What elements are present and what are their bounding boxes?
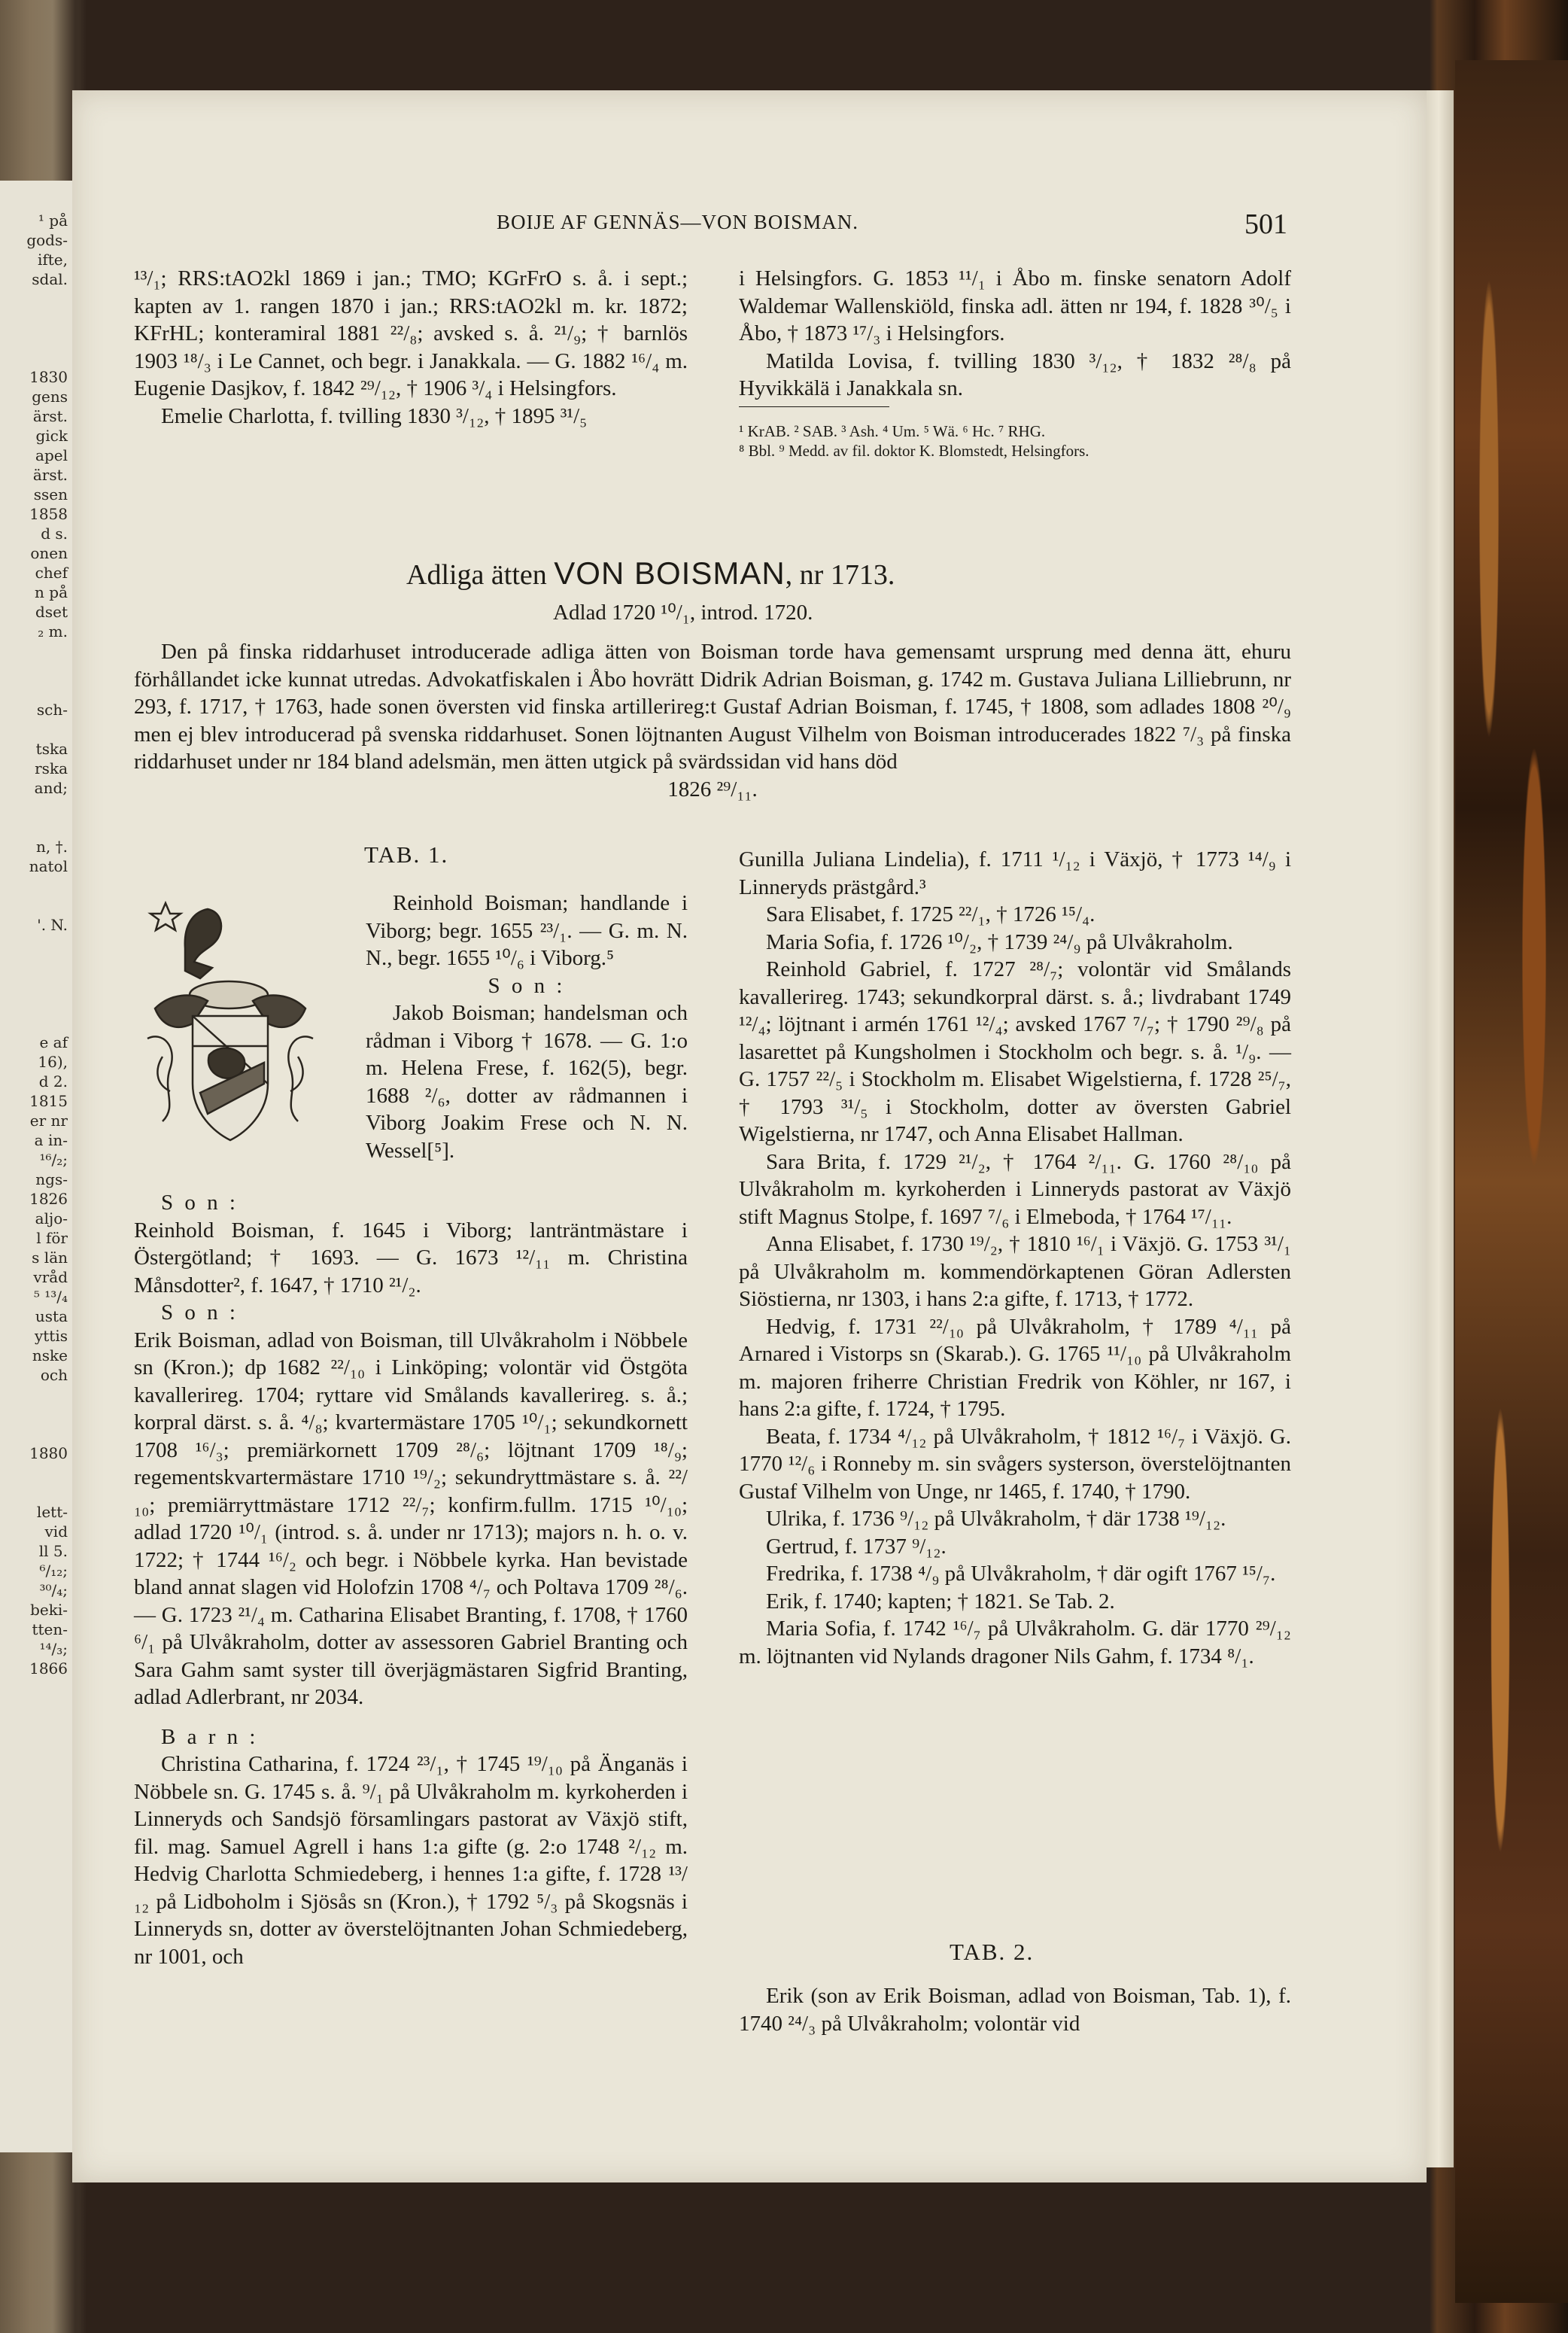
facing-page-fragment: nske — [32, 1346, 68, 1364]
table-heading: TAB. 2. — [950, 1939, 1035, 1965]
facing-page-fragment — [0, 935, 72, 954]
subheading: S o n : — [161, 1191, 239, 1215]
facing-page-fragment — [0, 661, 72, 680]
facing-page-fragment: s län — [32, 1249, 68, 1267]
facing-page-fragment: ifte, — [37, 251, 68, 269]
facing-page-fragment: rska — [35, 759, 68, 777]
facing-page-fragment: ll 5. — [38, 1542, 68, 1560]
subheading: S o n : — [161, 1300, 239, 1325]
facing-page-fragment: ärst. — [32, 407, 68, 425]
paragraph: Erik Boisman, adlad von Boisman, till Ulvåkraholm i Nöbbele sn (Kron.); dp 1682 ²²/₁₀ i Linköping; volontär vid Östgöta kavallerireg. 1704; ryttare vid Smålands kavallerireg. s. å.; korpral därst. s. å. ⁴/₈; kvartermästare 1705 ¹⁰/₁; sekundkornett 1708 ¹⁶/₃; premiärkornett 1709 ²⁸/₆; löjtnant 1709 ¹⁸/₉; regementskvartermästare 1710 ¹⁹/₂; sekundryttmästare s. å. ²²/₁₀; premiärryttmästare 1712 ²²/₇; konfirm.fullm. 1715 ¹⁰/₁₀; adlad 1720 ¹⁰/₁ (introd. s. å. under nr 1713); majors n. h. o. v. 1722; † 1744 ¹⁶/₂ och begr. i Nöbbele kyrka. Han bevistade bland annat slagen vid Holofzin 1708 ⁴/₇ och Poltava 1709 ²⁸/₆. — G. 1723 ²¹/₄ m. Catharina Elisabet Branting, f. 1708, † 1760 ⁶/₁ på Ulvåkraholm, dotter av assessoren Gabriel Branting och Sara Gahm samt syster till överjägmästaren Sigfrid Branting, adlad Adlerbrant, nr 2034. — [134, 1328, 688, 1709]
facing-page-fragment: ¹⁴/₃; — [39, 1640, 68, 1658]
facing-page-fragment — [0, 1483, 72, 1502]
book-cover-edge — [1455, 60, 1568, 2303]
facing-page-fragment: ¹⁶/₂; — [39, 1151, 68, 1169]
facing-page-fragment: ⁵ ¹³/₄ — [33, 1288, 68, 1306]
facing-page-fragment: ¹ på — [38, 211, 68, 230]
facing-page-fragment: 1826 — [29, 1190, 68, 1208]
facing-page-fragment: 1830 — [29, 368, 68, 386]
paragraph: Erik, f. 1740; kapten; † 1821. Se Tab. 2. — [766, 1589, 1115, 1614]
facing-page-fragment: chef — [35, 564, 68, 582]
paragraph: Emelie Charlotta, f. tvilling 1830 ³/₁₂, † 1895 ³¹/₅ — [161, 403, 588, 428]
facing-page-fragment: 1880 — [29, 1444, 68, 1462]
facing-page-fragment — [0, 348, 72, 367]
facing-page-fragment: ärst. — [32, 466, 68, 484]
facing-page-fragment — [0, 993, 72, 1013]
footnote-line: ¹ KrAB. ² SAB. ³ Ash. ⁴ Um. ⁵ Wä. ⁶ Hc. ⁷ RHG. — [739, 422, 1046, 440]
facing-page-fragment: gods- — [26, 231, 68, 249]
facing-page-fragment: er nr — [29, 1112, 68, 1130]
footnotes — [739, 421, 1293, 461]
paragraph: Gertrud, f. 1737 ⁹/₁₂. — [766, 1534, 947, 1559]
paragraph: Christina Catharina, f. 1724 ²³/₁, † 1745 ¹⁹/₁₀ på Änganäs i Nöbbele sn. G. 1745 s. å. ⁹/₁ på Ulvåkraholm m. kyrkoherden i Linneryds och Sandsjö församlingars pastorat av Växjö stift, fil. mag. Samuel Agrell i hans 1:a gifte (g. 2:o 1748 ²/₁₂ m. Hedvig Charlotta Schmiedeberg, i hennes 1:a gifte, f. 1728 ¹³/₁₂ på Lidboholm i Sjösås sn (Kron.), † 1792 ⁵/₃ på Skogsnäs i Linneryds sn, dotter av överstelöjtnanten Johan Schmiedeberg, nr 1001, och — [134, 1752, 688, 1969]
paragraph: Sara Elisabet, f. 1725 ²²/₁, † 1726 ¹⁵/₄. — [766, 902, 1095, 926]
facing-page-fragment — [0, 798, 72, 817]
facing-page-fragment: l för — [36, 1229, 68, 1247]
ennobled-line: Adlad 1720 ¹⁰/₁, introd. 1720. — [553, 601, 813, 625]
facing-page-fragment: aljo- — [35, 1209, 68, 1227]
facing-page-fragment: 1866 — [29, 1659, 68, 1678]
tab1-left-column — [134, 1189, 688, 1970]
facing-page-fragment: e af — [39, 1033, 68, 1051]
facing-page-fragment: n på — [35, 583, 68, 601]
facing-page-fragment: ngs- — [35, 1170, 68, 1188]
paragraph: i Helsingfors. G. 1853 ¹¹/₁ i Åbo m. finske senatorn Adolf Waldemar Wallenskiöld, finska adl. ätten nr 194, f. 1828 ³⁰/₅ i Åbo, † 1873 ¹⁷/₃ i Helsingfors. — [739, 266, 1291, 345]
family-heading-suffix: , nr 1713. — [785, 559, 895, 591]
paragraph: Hedvig, f. 1731 ²²/₁₀ på Ulvåkraholm, † 1789 ⁴/₁₁ på Arnared i Vistorps sn (Skarab.). G. 1765 ¹¹/₁₀ på Ulvåkraholm m. majoren friherre Christian Fredrik von Köhler, nr 167, i hans 2:a gifte, f. 1724, † 1795. — [739, 1314, 1291, 1421]
facing-page-fragment: apel — [35, 446, 68, 464]
facing-page-fragment — [0, 1385, 72, 1404]
paragraph: Reinhold Gabriel, f. 1727 ²⁸/₇; volontär vid Smålands kavallerireg. 1743; sekundkorpral därst. s. å.; livdrabant 1749 ¹²/₄; löjtnant i armén 1761 ¹²/₄; avsked 1767 ⁷/₇; † 1790 ²⁹/₈ på lasarettet på Kungsholmen i Stockholm och begr. s. å. ¹/₉. — G. 1757 ²²/₅ i Stockholm m. Elisabet Wigelstierna, f. 1728 ²⁵/₇, † 1793 ³¹/₅ i Stockholm, dotter av översten Gabriel Wigelstierna, nr 1747, och Anna Elisabet Hallman. — [739, 957, 1291, 1146]
paragraph-end: 1826 ²⁹/₁₁. — [667, 777, 758, 801]
facing-page-fragment: lett- — [36, 1503, 68, 1521]
table-heading: TAB. 1. — [364, 841, 449, 868]
footnote-line: ⁸ Bbl. ⁹ Medd. av fil. doktor K. Blomstedt, Helsingfors. — [739, 442, 1089, 460]
facing-page-fragment: yttis — [34, 1327, 68, 1345]
facing-page-fragment — [0, 876, 72, 896]
facing-page-fragment: gens — [32, 388, 68, 406]
paragraph: Maria Sofia, f. 1726 ¹⁰/₂, † 1739 ²⁴/₉ på Ulvåkraholm. — [766, 929, 1233, 954]
family-heading — [406, 555, 895, 592]
facing-page-fragment — [0, 289, 72, 309]
facing-page-fragment — [0, 1404, 72, 1424]
facing-page-fragment: tten- — [32, 1620, 68, 1638]
facing-page-fragment: ssen — [33, 485, 68, 503]
coat-of-arms-icon — [140, 896, 358, 1151]
footnote-divider — [739, 406, 889, 407]
family-heading-prefix: Adliga ätten — [406, 559, 555, 591]
facing-page-fragment: tska — [35, 740, 68, 758]
facing-page-fragment: sch- — [36, 701, 68, 719]
facing-page-fragment: vråd — [33, 1268, 68, 1286]
facing-page-fragment: sdal. — [32, 270, 68, 288]
facing-page-fragment — [0, 641, 72, 661]
facing-page-fragment — [0, 1424, 72, 1443]
paragraph: Reinhold Boisman; handlande i Viborg; begr. 1655 ²³/₁. — G. m. N. N., begr. 1655 ¹⁰/₆ i Viborg.⁵ — [366, 891, 688, 970]
paragraph: ¹³/₁; RRS:tAO2kl 1869 i jan.; TMO; KGrFrO s. å. i sept.; kapten av 1. rangen 1870 i jan.; RRS:tAO2kl m. kr. 1872; KFrHL; konteramiral 1881 ²²/₈; avsked s. å. ²¹/₉; † barnlös 1903 ¹⁸/₃ i Le Cannet, och begr. i Janakkala. — G. 1882 ¹⁶/₄ m. Eugenie Dasjkov, f. 1842 ²⁹/₁₂, † 1906 ³/₄ i Helsingfors. — [134, 266, 688, 400]
facing-page-fragment: n, †. — [36, 838, 68, 856]
subheading: S o n : — [488, 973, 566, 998]
facing-page-fragment: dset — [35, 603, 68, 621]
paragraph: Matilda Lovisa, f. tvilling 1830 ³/₁₂, † 1832 ²⁸/₈ på Hyvikkälä i Janakkala sn. — [739, 348, 1291, 400]
facing-page-fragment: gick — [35, 427, 68, 445]
facing-page-fragment: ⁶/₁₂; — [39, 1562, 68, 1580]
facing-page-fragment — [0, 1013, 72, 1033]
facing-page-fragment: '. N. — [37, 916, 68, 934]
paragraph: Ulrika, f. 1736 ⁹/₁₂ på Ulvåkraholm, † där 1738 ¹⁹/₁₂. — [766, 1507, 1226, 1531]
facing-page-fragment: beki- — [30, 1601, 68, 1619]
facing-page-fragment — [0, 719, 72, 739]
facing-page-fragment: 1858 — [29, 505, 68, 523]
paragraph: Anna Elisabet, f. 1730 ¹⁹/₂, † 1810 ¹⁶/₁ i Växjö. G. 1753 ³¹/₁ på Ulvåkraholm m. kommendörkaptenen Göran Adlersten Siöstierna, nr 1303, i hans 2:a gifte, f. 1713, † 1772. — [739, 1232, 1291, 1311]
facing-page-fragment: ₂ m. — [38, 622, 68, 640]
facing-page-fragment — [0, 309, 72, 328]
facing-page-fragment — [0, 974, 72, 993]
paragraph: Den på finska riddarhuset introducerade adliga ätten von Boisman torde hava gemensamt ursprung med denna ätt, ehuru förhållandet icke kunnat utredas. Advokatfiskalen i Åbo hovrätt Didrik Adrian Boisman, g. 1742 m. Gustava Juliana Lilliebrunn, nr 293, f. 1717, † 1763, hade sonen översten vid finska artillerireg:t Gustaf Adrian Boisman, f. 1745, † 1808, som adlades 1808 ²⁰/₉ men ej blev introducerad på svenska riddarhuset. Sonen löjtnanten August Vilhelm von Boisman introducerades 1822 ⁷/₃ på finska riddarhuset under nr 184 bland adelsmän, men ätten utgick på svärdssidan vid hans död — [134, 640, 1291, 774]
facing-page-fragment: 1815 — [29, 1092, 68, 1110]
facing-page-fragment — [0, 954, 72, 974]
facing-page-fragment: d s. — [41, 525, 68, 543]
tab1-right-column — [739, 846, 1291, 1670]
tab1-first-entries — [366, 890, 688, 1164]
facing-page-fragment — [0, 328, 72, 348]
paragraph: Erik (son av Erik Boisman, adlad von Boisman, Tab. 1), f. 1740 ²⁴/₃ på Ulvåkraholm; volontär vid — [739, 1984, 1291, 2036]
facing-page-fragment: onen — [30, 544, 68, 562]
facing-page-fragment: usta — [35, 1307, 68, 1325]
page-number: 501 — [1244, 208, 1287, 240]
paragraph: Jakob Boisman; handelsman och rådman i Viborg † 1678. — G. 1:o m. Helena Frese, f. 162(5), begr. 1688 ²/₆, dotter av rådmannen i Viborg Joakim Frese och N. N. Wessel[⁵]. — [366, 1001, 688, 1163]
facing-page-fragment: 16), — [38, 1053, 68, 1071]
subheading: B a r n : — [161, 1724, 259, 1749]
paragraph: Fredrika, f. 1738 ⁴/₉ på Ulvåkraholm, † där ogift 1767 ¹⁵/₇. — [766, 1562, 1276, 1586]
continued-entry-right — [739, 265, 1291, 403]
paragraph: Maria Sofia, f. 1742 ¹⁶/₇ på Ulvåkraholm. G. där 1770 ²⁹/₁₂ m. löjtnanten vid Nylands dragoner Nils Gahm, f. 1734 ⁸/₁. — [739, 1617, 1291, 1668]
paragraph: Sara Brita, f. 1729 ²¹/₂, † 1764 ²/₁₁. G. 1760 ²⁸/₁₀ på Ulvåkraholm m. kyrkoherden i Linneryds pastorat av Växjö stift Magnus Stolpe, f. 1697 ⁷/₆ i Elmeboda, † 1764 ¹⁷/₁₁. — [739, 1149, 1291, 1229]
paragraph: Reinhold Boisman, f. 1645 i Viborg; lanträntmästare i Östergötland; † 1693. — G. 1673 ¹²/₁₁ m. Christina Månsdotter², f. 1647, † 1710 ²¹/₂. — [134, 1218, 688, 1297]
facing-page-fragment: natol — [29, 857, 68, 875]
facing-page-text-fragments — [0, 211, 72, 1678]
paragraph: Beata, f. 1734 ⁴/₁₂ på Ulvåkraholm, † 1812 ¹⁶/₇ i Växjö. G. 1770 ¹²/₆ i Ronneby m. sin svågers systerson, överstelöjtnanten Gustaf Vilhelm von Unge, nr 1465, f. 1740, † 1790. — [739, 1424, 1291, 1504]
facing-page-fragment — [0, 896, 72, 915]
facing-page-fragment: d 2. — [38, 1072, 68, 1090]
facing-page-fragment: and; — [34, 779, 68, 797]
running-head: BOIJE AF GENNÄS—VON BOISMAN. — [497, 211, 859, 233]
paragraph: Gunilla Juliana Lindelia), f. 1711 ¹/₁₂ i Växjö, † 1773 ¹⁴/₉ i Linneryds prästgård.³ — [739, 847, 1291, 899]
tab2-entry — [739, 1982, 1291, 2037]
facing-page-fragment: ³⁰/₄; — [39, 1581, 68, 1599]
facing-page-fragment: och — [40, 1366, 68, 1384]
page-stack-edge — [1424, 90, 1454, 2167]
facing-page-fragment: a in- — [34, 1131, 68, 1149]
facing-page-fragment: vid — [44, 1522, 68, 1541]
facing-page-fragment — [0, 680, 72, 700]
family-introduction — [134, 638, 1291, 803]
facing-page-fragment — [0, 817, 72, 837]
facing-page-fragment — [0, 1463, 72, 1483]
family-name: VON BOISMAN — [554, 555, 786, 591]
continued-entry-left — [134, 265, 688, 430]
